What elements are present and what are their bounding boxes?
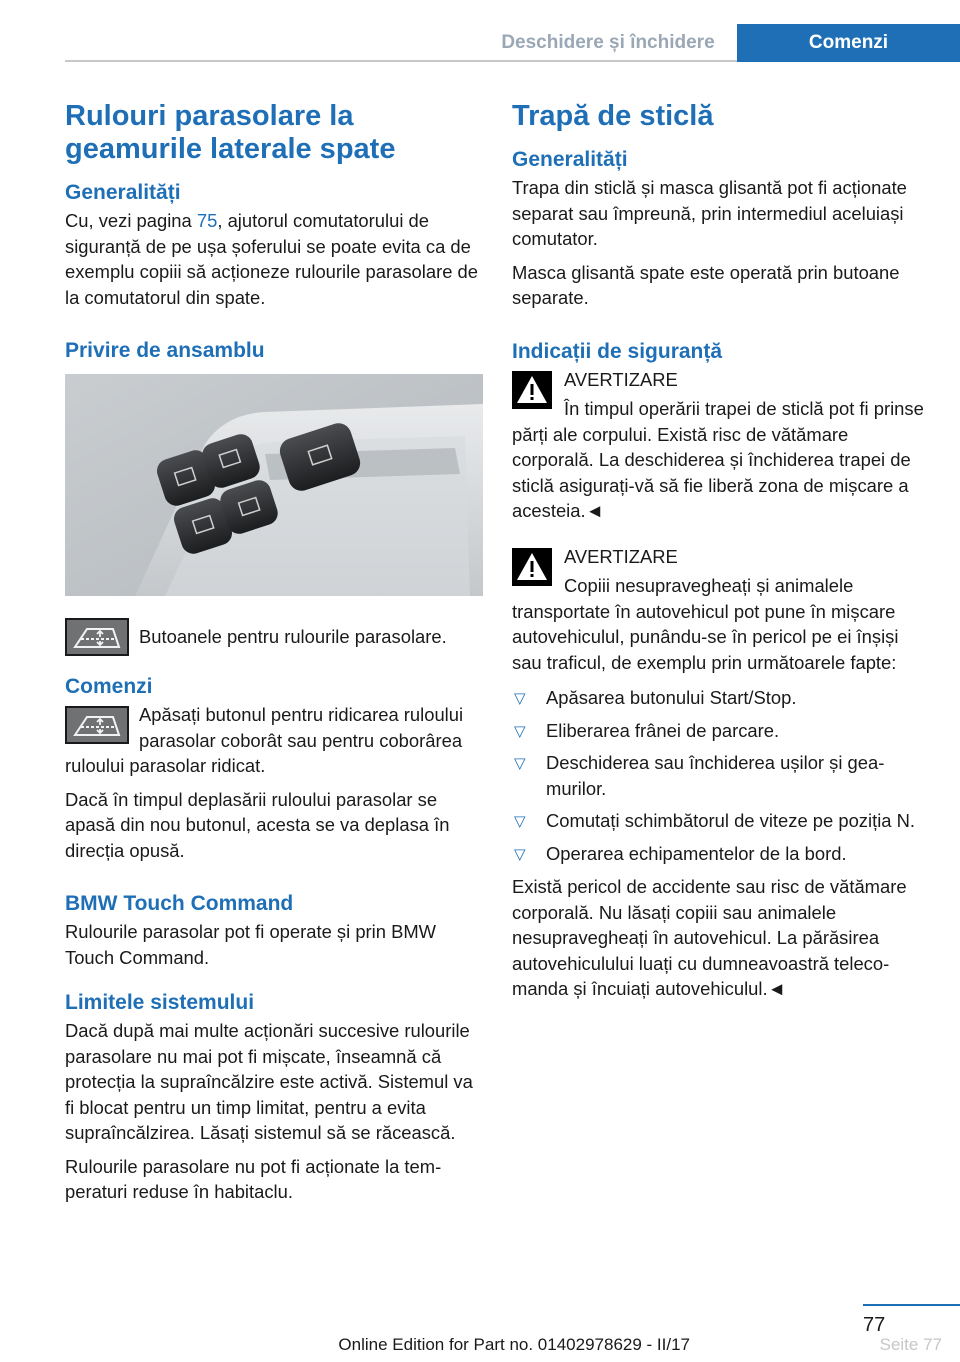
list-item: ▽ Apăsarea butonului Start/Stop. xyxy=(512,685,930,711)
bullet-triangle-icon: ▽ xyxy=(514,755,526,772)
controls-row xyxy=(65,702,483,779)
active-tab: Comenzi xyxy=(737,24,960,62)
list-item: ▽ Eliberarea frânei de parcare. xyxy=(512,718,930,744)
photo-caption: Butoanele pentru rulourile parasolare. xyxy=(139,626,447,647)
overview-heading: Privire de ansamblu xyxy=(65,339,265,362)
footer-rule xyxy=(863,1304,960,1306)
limits-heading: Limitele sistemului xyxy=(65,991,255,1014)
right-general-text-2: Masca glisantă spate este operată prin butoane separate. xyxy=(512,261,900,308)
bullet-triangle-icon: ▽ xyxy=(514,845,526,863)
right-title: Trapă de sticlă xyxy=(512,100,714,132)
right-column xyxy=(512,100,930,1010)
edition-label: Online Edition for Part no. 01402978629 - II/17 xyxy=(338,1335,690,1354)
warning-icon xyxy=(512,548,552,586)
limits-text-1: Dacă după mai multe acționări succesive rulourile parasolare nu mai pot fi mișcate, înseamnă că protecția la supraîncălzire este activă. Sistemul va fi blocat pentru un timp limitat, pentru a evita supraîncălzirea. Lăsați sistemul să se răcească. xyxy=(65,1020,473,1143)
warning-1-text: În timpul operării trapei de sticlă pot fi prinse părți ale corpului. Există risc de vătămare corporală. La deschiderea și închiderea trapei de sticlă asigurați-vă să fie liberă zona de mișcare a acesteia.◄ xyxy=(512,398,924,521)
limits-text-2: Rulourile parasolare nu pot fi acționate la temperaturi reduse în habitaclu. xyxy=(65,1155,442,1202)
switch-panel-photo xyxy=(65,374,483,596)
hazard-list xyxy=(512,685,930,866)
warning-2 xyxy=(512,544,930,684)
list-item: ▽ Comutați schimbătorul de viteze pe poziția N. xyxy=(512,808,930,834)
left-general-text: Cu, vezi pagina 75, ajutorul comutatorului de siguranță de pe ușa șoferului se poate evita ca de exemplu copiii să acționeze rulourile parasolare de la comutatorul din spate. xyxy=(65,210,478,308)
list-item: ▽ Deschiderea sau închiderea ușilor și geamurilor. xyxy=(514,752,885,799)
right-general-heading: Generalități xyxy=(512,148,628,171)
touch-heading: BMW Touch Command xyxy=(65,892,294,915)
caption-row xyxy=(65,614,483,654)
bullet-triangle-icon: ▽ xyxy=(514,690,526,707)
controls-text-2: Dacă în timpul deplasării ruloului parasolar se apasă din nou butonul, acesta se va deplasa în direcția opusă. xyxy=(65,788,450,861)
warning-2-text: Copiii nesupravegheați și animalele transportate în autovehicul pot pune în mișcare autovehiculul, punându-se în pericol pe ei înșiși sau traficul, de exemplu prin următoarele fapte: xyxy=(512,575,899,673)
touch-text: Rulourile parasolar pot fi operate și prin BMW Touch Command. xyxy=(65,921,437,968)
warning-1 xyxy=(512,367,930,532)
page-number: 77 xyxy=(863,1314,886,1336)
left-column xyxy=(65,100,483,1213)
sunblind-button-icon xyxy=(65,618,129,656)
safety-heading: Indicații de siguranță xyxy=(512,339,723,363)
warning-2-label: AVERTIZARE xyxy=(564,545,678,567)
controls-text-1: Apăsați butonul pentru ridicarea ruloului parasolar coborât sau pentru coborârea ruloului parasolar ridicat. xyxy=(65,704,464,776)
left-title: Rulouri parasolare la geamurile laterale spate xyxy=(65,100,396,165)
section-tab: Deschidere și închidere xyxy=(501,32,715,53)
sunblind-button-icon xyxy=(65,706,129,744)
bullet-triangle-icon: ▽ xyxy=(514,722,526,740)
warning-icon xyxy=(512,371,552,409)
list-item: ▽ Operarea echipamentelor de la bord. xyxy=(512,841,930,867)
right-general-text-1: Trapa din sticlă și masca glisantă pot fi acționate separat sau împreună, prin intermediul aceluiași comutator. xyxy=(512,177,907,249)
left-general-heading: Generalități xyxy=(65,181,181,204)
watermark: Seite 77 xyxy=(879,1335,942,1354)
controls-heading: Comenzi xyxy=(65,675,153,698)
warning-1-label: AVERTIZARE xyxy=(564,368,678,390)
closing-text: Există pericol de accidente sau risc de vătămare corporală. Nu lăsați copiii sau animalele nesupravegheați în autovehicul. La părăsirea autovehiculului luați cu dumneavoastră telecomanda și încuiați autovehiculul.◄ xyxy=(512,876,907,999)
page-link[interactable]: 75 xyxy=(196,210,218,231)
bullet-triangle-icon: ▽ xyxy=(514,813,526,830)
